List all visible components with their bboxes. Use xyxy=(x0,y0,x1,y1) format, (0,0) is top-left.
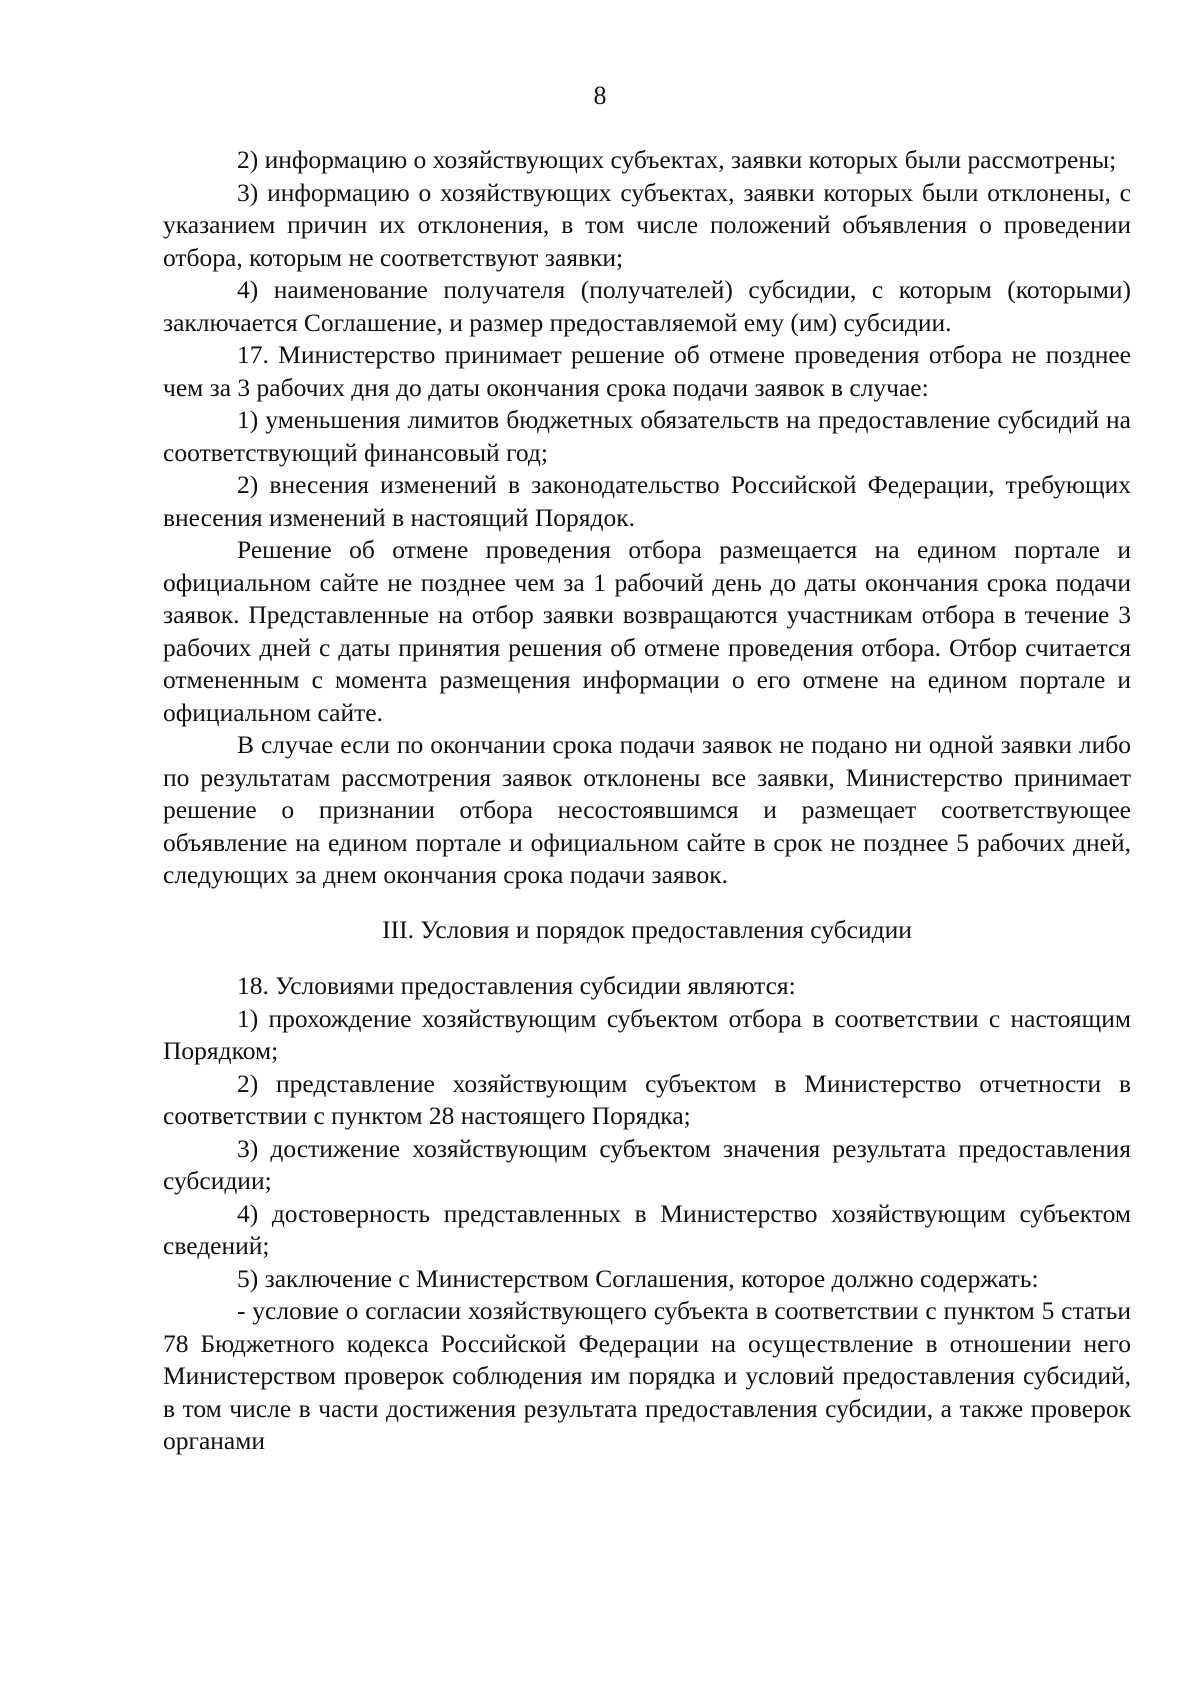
paragraph-item-18: 18. Условиями предоставления субсидии являются: xyxy=(237,971,796,1000)
paragraph-info-rejected: 3) информацию о хозяйствующих субъектах, заявки которых были отклонены, с указанием причин их отклонения, в том числе положений объявления о проведении отбора, которым не соответствуют заявки; xyxy=(163,177,1131,272)
paragraph-item-17: 17. Министерство принимает решение об отмене проведения отбора не позднее чем за 3 рабочих дня до даты окончания срока подачи заявок в случае: xyxy=(163,340,1131,402)
paragraph-item-18-4: 4) достоверность представленных в Министерство хозяйствующим субъектом сведений; xyxy=(163,1198,1131,1260)
paragraph-agreement-condition: - условие о согласии хозяйствующего субъекта в соответствии с пунктом 5 статьи 78 Бюджетного кодекса Российской Федерации на осуществление в отношении него Министерством проверок соблюдения им порядка и условий предоставления субсидий, в том числе в части достижения результата предоставления субсидии, а также проверок органами xyxy=(163,1296,1131,1455)
paragraph-failed-selection: В случае если по окончании срока подачи заявок не подано ни одной заявки либо по результатам рассмотрения заявок отклонены все заявки, Министерство принимает решение о признании отбора несостоявшимся и размещает соответствующее объявление на едином портале и официальном сайте в срок не позднее 5 рабочих дней, следующих за днем окончания срока подачи заявок. xyxy=(163,730,1131,889)
document-body xyxy=(163,144,1131,1458)
paragraph-cancellation-decision: Решение об отмене проведения отбора размещается на едином портале и официальном сайте не позднее чем за 1 рабочий день до даты окончания срока подачи заявок. Представленные на отбор заявки возвращаются участникам отбора в течение 3 рабочих дней с даты принятия решения об отмене проведения отбора. Отбор считается отмененным с момента размещения информации о его отмене на едином портале и официальном сайте. xyxy=(163,535,1131,727)
paragraph-recipient-name: 4) наименование получателя (получателей) субсидии, с которым (которыми) заключается Соглашение, и размер предоставляемой ему (им) субсидии. xyxy=(163,275,1131,337)
paragraph-item-17-1: 1) уменьшения лимитов бюджетных обязательств на предоставление субсидий на соответствующий финансовый год; xyxy=(163,405,1131,467)
paragraph-item-18-2: 2) представление хозяйствующим субъектом в Министерство отчетности в соответствии с пунктом 28 настоящего Порядка; xyxy=(163,1068,1131,1130)
paragraph-item-18-5: 5) заключение с Министерством Соглашения, которое должно содержать: xyxy=(237,1263,1039,1293)
paragraph-item-18-3: 3) достижение хозяйствующим субъектом значения результата предоставления субсидии; xyxy=(163,1133,1131,1195)
paragraph-item-17-2: 2) внесения изменений в законодательство Российской Федерации, требующих внесения изменений в настоящий Порядок. xyxy=(163,470,1131,532)
page-number: 8 xyxy=(593,81,607,110)
paragraph-item-18-1: 1) прохождение хозяйствующим субъектом отбора в соответствии с настоящим Порядком; xyxy=(163,1003,1131,1065)
paragraph-info-considered: 2) информацию о хозяйствующих субъектах, заявки которых были рассмотрены; xyxy=(237,145,1117,174)
section-heading: III. Условия и порядок предоставления субсидии xyxy=(382,914,912,944)
